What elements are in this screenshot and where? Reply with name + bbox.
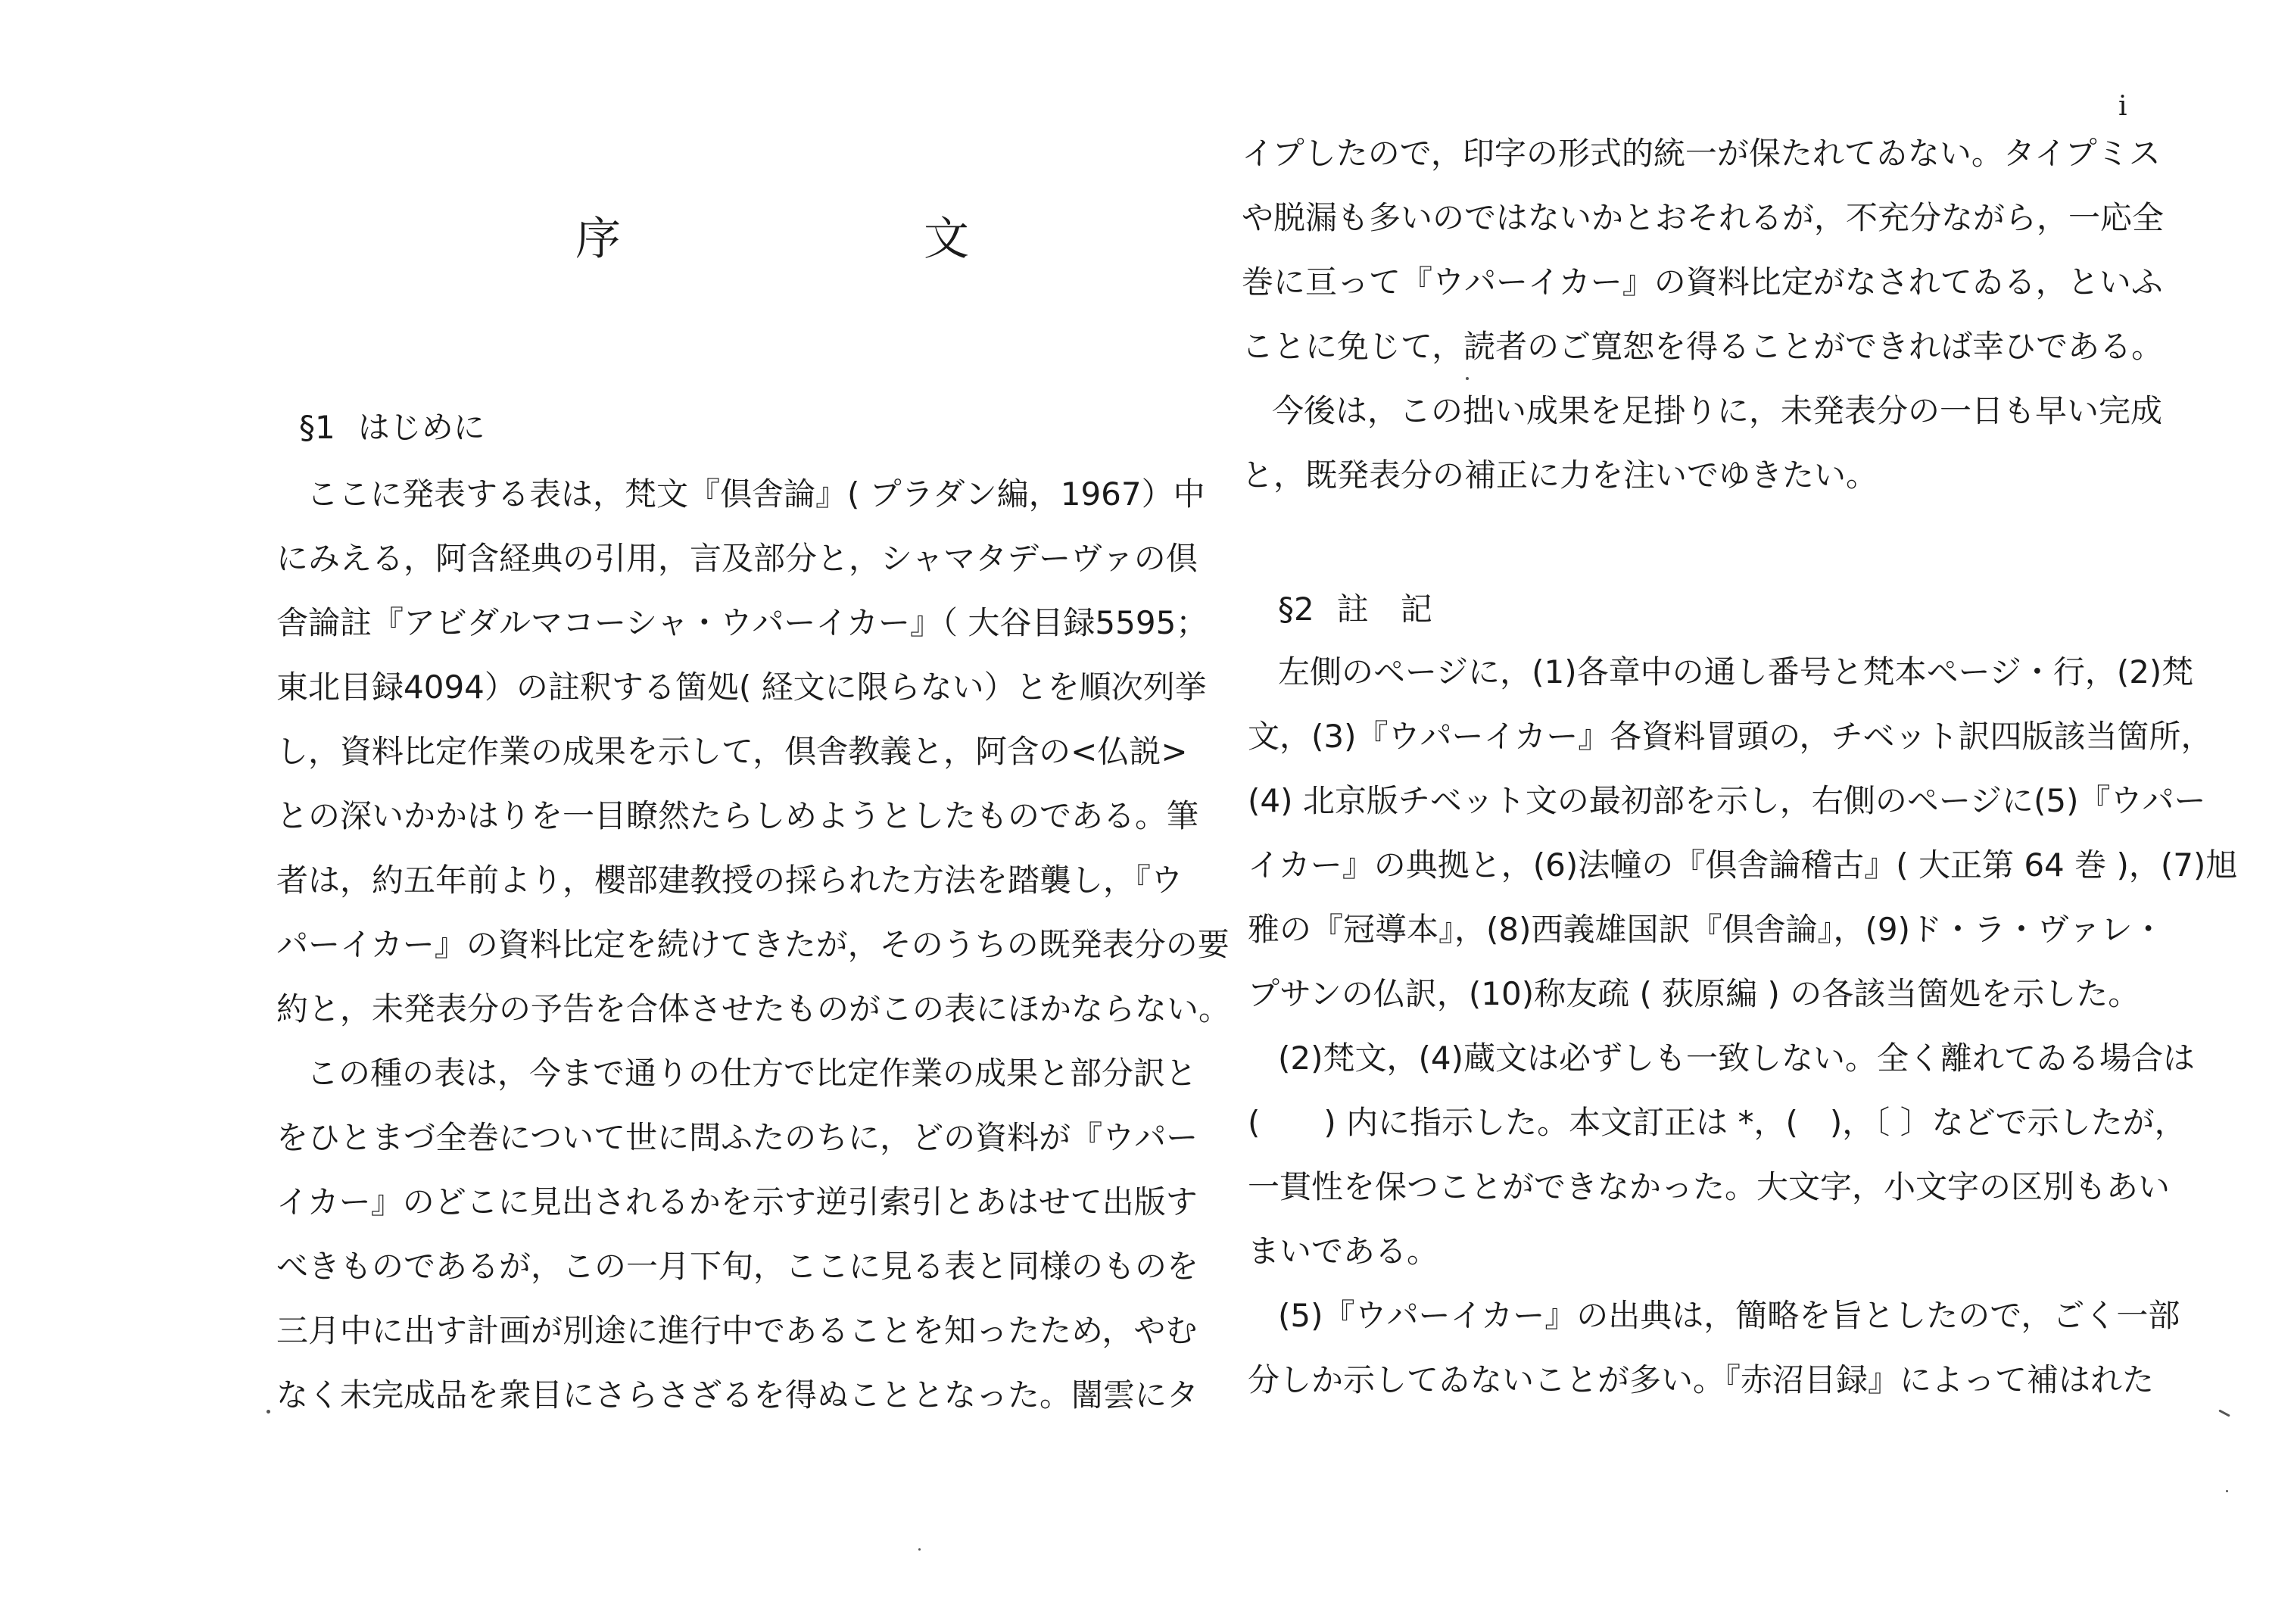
page-number: i [2118,91,2127,122]
left-line-9: 約と，未発表分の予告を合体させたものがこの表にほかならない。 [276,990,1231,1027]
right-line-7: 左側のページに，(1)各章中の通し番号と梵本ページ・行，(2)梵 [1278,653,2194,690]
left-line-7: 者は，約五年前より，櫻部建教授の採られた方法を踏襲し，『ウ [276,862,1183,899]
right-line-6: と，既発表分の補正に力を注いでゆきたい。 [1242,457,1878,494]
right-line-14: ( ) 内に指示した。本文訂正は *，( )，〔 〕などで示したが， [1248,1104,2186,1141]
section-1-mark: §1 [299,409,335,446]
left-line-5: し，資料比定作業の成果を示して，倶舎教義と，阿含の<仏説> [276,733,1188,770]
left-line-1: ここに発表する表は，梵文『倶舎論』( プラダン編，1967）中 [307,475,1205,513]
left-line-15: なく未完成品を衆目にさらさざるを得ぬこととなった。闇雲にタ [276,1376,1199,1414]
left-line-3: 舎論註『アビダルマコーシャ・ウパーイカー』（ 大谷目録5595； [276,604,1208,641]
section-1-title: はじめに [357,409,485,446]
left-line-11: をひとまづ全巻について世に問ふたのちに，どの資料が『ウパー [276,1119,1198,1156]
scan-speck [1466,377,1469,380]
right-line-3: 巻に亘って『ウパーイカー』の資料比定がなされてゐる，といふ [1242,263,2163,301]
right-line-13: (2)梵文，(4)蔵文は必ずしも一致しない。全く離れてゐる場合は [1278,1040,2195,1077]
right-line-11: 雅の『冠導本』，(8)西義雄国訳『倶舎論』，(9)ド・ラ・ヴァレ・ [1248,911,2165,948]
scan-speck [266,1410,270,1414]
right-line-2: や脱漏も多いのではないかとおそれるが，不充分ながら，一応全 [1242,199,2165,236]
scan-speck [2218,1409,2230,1417]
left-line-2: にみえる，阿含経典の引用，言及部分と，シャマタデーヴァの倶 [276,540,1198,577]
right-line-5: 今後は，この拙い成果を足掛りに，未発表分の一日も早い完成 [1272,392,2163,429]
right-line-12: プサンの仏訳，(10)称友疏 ( 荻原編 ) の各該当箇処を示した。 [1248,975,2140,1012]
left-line-14: 三月中に出す計画が別途に進行中であることを知ったため，やむ [276,1312,1198,1349]
section-2-heading [1278,584,1432,630]
right-line-15: 一貫性を保つことができなかった。大文字，小文字の区別もあい [1248,1168,2171,1205]
scan-speck [2226,1490,2228,1492]
section-1-heading [299,403,485,448]
scan-speck [918,1548,921,1551]
left-line-13: べきものであるが，この一月下旬，ここに見る表と同様のものを [276,1248,1199,1285]
right-line-4: ことに免じて，読者のご寛恕を得ることができれば幸ひである。 [1242,328,2164,365]
preface-title: 序 文 [575,213,1098,266]
section-2-mark: §2 [1278,591,1314,628]
right-line-9: (4) 北京版チベット文の最初部を示し，右側のページに(5)『ウパー [1248,782,2206,819]
section-2-title: 註 記 [1336,591,1432,628]
right-line-10: イカー』の典拠と，(6)法幢の『倶舎論稽古』( 大正第 64 巻 )，(7)旭 [1248,846,2238,884]
right-page [1211,0,2294,1624]
right-line-17: (5)『ウパーイカー』の出典は，簡略を旨としたので，ごく一部 [1278,1297,2180,1334]
left-line-8: パーイカー』の資料比定を続けてきたが，そのうちの既発表分の要 [276,926,1230,963]
left-line-10: この種の表は，今まで通りの仕方で比定作業の成果と部分訳と [307,1055,1198,1092]
left-line-4: 東北目録4094）の註釈する箇処( 経文に限らない）とを順次列挙 [276,669,1207,706]
right-line-18: 分しか示してゐないことが多い。『赤沼目録』によって補はれた [1248,1361,2155,1398]
left-line-12: イカー』のどこに見出されるかを示す逆引索引とあはせて出版す [276,1183,1198,1220]
left-line-6: との深いかかはりを一目瞭然たらしめようとしたものである。筆 [276,797,1199,834]
right-line-1: イプしたので，印字の形式的統一が保たれてゐない。タイプミス [1242,135,2161,172]
right-line-8: 文，(3)『ウパーイカー』各資料冒頭の，チベット訳四版該当箇所， [1248,718,2213,755]
right-line-16: まいである。 [1248,1233,1439,1270]
